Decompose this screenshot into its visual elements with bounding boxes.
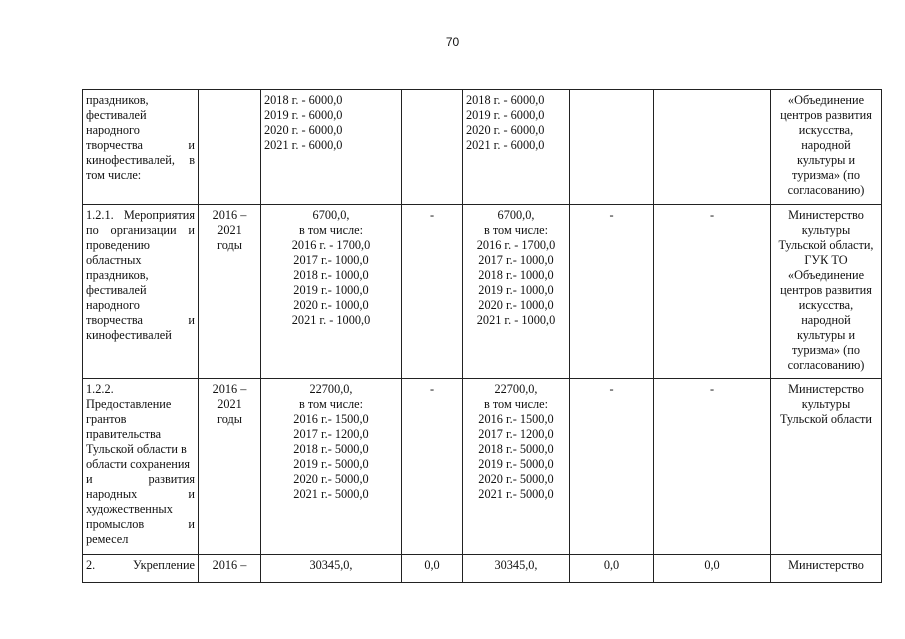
other-sources-cell: - xyxy=(654,205,771,379)
cell-line: народного xyxy=(86,123,140,137)
cell-line: 2020 г. - 6000,0 xyxy=(264,123,343,137)
cell-line: народной xyxy=(801,138,851,152)
name-line xyxy=(86,558,195,573)
name-line xyxy=(86,472,195,487)
local-budget-cell xyxy=(570,90,654,205)
measure-name-cell xyxy=(83,90,199,205)
term-cell xyxy=(199,379,261,555)
cell-line: 2021 г. - 1000,0 xyxy=(291,313,371,327)
total-funding-cell xyxy=(261,555,402,583)
cell-line: 2021 г.- 5000,0 xyxy=(293,487,369,501)
cell-line: 2018 г. - 6000,0 xyxy=(264,93,343,107)
name-word: Мероприятия xyxy=(123,208,195,222)
cell-line: 2017 г.- 1200,0 xyxy=(478,427,554,441)
cell-line: грантов xyxy=(86,412,127,426)
cell-line: 2019 г.- 1000,0 xyxy=(293,283,369,297)
federal-budget-cell: 0,0 xyxy=(402,555,463,583)
cell-line: 30345,0, xyxy=(309,558,353,572)
cell-line: 2017 г.- 1000,0 xyxy=(478,253,554,267)
cell-line: 22700,0, xyxy=(309,382,353,396)
other-sources-cell: - xyxy=(654,379,771,555)
cell-line: 2018 г.- 1000,0 xyxy=(478,268,554,282)
table-row xyxy=(83,90,882,205)
total-funding-cell xyxy=(261,379,402,555)
other-sources-cell xyxy=(654,90,771,205)
cell-line: Министерство xyxy=(788,208,864,222)
cell-line: согласованию) xyxy=(787,358,865,372)
cell-line: 2020 г.- 1000,0 xyxy=(478,298,554,312)
cell-line: 30345,0, xyxy=(494,558,538,572)
federal-budget-cell: - xyxy=(402,379,463,555)
name-line xyxy=(86,502,195,517)
local-budget-cell: - xyxy=(570,205,654,379)
cell-line: 2018 г.- 5000,0 xyxy=(478,442,554,456)
cell-line: фестивалей xyxy=(86,108,147,122)
name-word: народных xyxy=(86,487,138,501)
cell-line: праздников, xyxy=(86,268,149,282)
name-line xyxy=(86,208,195,223)
cell-line: 2021 г.- 5000,0 xyxy=(478,487,554,501)
term-cell xyxy=(199,90,261,205)
cell-line: 2018 г. - 6000,0 xyxy=(466,93,545,107)
total-funding-cell xyxy=(261,205,402,379)
name-word: и xyxy=(86,472,93,486)
name-word: творчества xyxy=(86,313,143,327)
name-word: и xyxy=(188,138,195,152)
regional-budget-cell xyxy=(463,555,570,583)
name-word: по xyxy=(86,223,99,237)
cell-line: культуры и xyxy=(796,153,856,167)
name-word: 1.2.1. xyxy=(86,208,114,222)
cell-line: 2016 – xyxy=(212,558,247,572)
total-funding-cell xyxy=(261,90,402,205)
cell-line: ГУК ТО xyxy=(804,253,848,267)
cell-line: туризма» (по xyxy=(792,168,860,182)
name-word: и xyxy=(188,223,195,237)
measure-name-cell xyxy=(83,205,199,379)
executor-cell xyxy=(771,379,882,555)
cell-line: 2021 xyxy=(217,397,242,411)
local-budget-cell: 0,0 xyxy=(570,555,654,583)
executor-cell xyxy=(771,205,882,379)
cell-line: 2019 г.- 1000,0 xyxy=(478,283,554,297)
cell-line: праздников, xyxy=(86,93,149,107)
name-word: промыслов xyxy=(86,517,145,531)
cell-line: области сохранения xyxy=(86,457,191,471)
name-word: в xyxy=(189,153,195,167)
local-budget-cell: - xyxy=(570,379,654,555)
cell-line: 2018 г.- 5000,0 xyxy=(293,442,369,456)
cell-line: в том числе: xyxy=(298,223,364,237)
cell-line: 2016 – xyxy=(212,382,247,396)
term-cell xyxy=(199,205,261,379)
cell-line: 2016 г. - 1700,0 xyxy=(476,238,556,252)
cell-line: Министерство xyxy=(788,382,864,396)
cell-line: в том числе: xyxy=(483,223,549,237)
name-line xyxy=(86,223,195,238)
regional-budget-cell xyxy=(463,379,570,555)
cell-line: фестивалей xyxy=(86,283,147,297)
cell-line: 22700,0, xyxy=(494,382,538,396)
cell-line: «Объединение xyxy=(787,93,865,107)
cell-line: Предоставление xyxy=(86,397,172,411)
cell-line: 6700,0, xyxy=(312,208,350,222)
cell-line: 2021 г. - 6000,0 xyxy=(264,138,343,152)
cell-line: 2019 г. - 6000,0 xyxy=(264,108,343,122)
cell-line: в том числе: xyxy=(483,397,549,411)
cell-line: 2021 г. - 1000,0 xyxy=(476,313,556,327)
name-line xyxy=(86,487,195,502)
cell-line: 2016 – xyxy=(212,208,247,222)
cell-line: 6700,0, xyxy=(497,208,535,222)
name-line xyxy=(86,153,195,168)
cell-line: согласованию) xyxy=(787,183,865,197)
cell-line: правительства xyxy=(86,427,162,441)
table-row xyxy=(83,205,882,379)
cell-line: кинофестивалей xyxy=(86,328,172,342)
cell-line: 2021 г. - 6000,0 xyxy=(466,138,545,152)
program-measures-table xyxy=(82,89,882,583)
name-word: и xyxy=(188,517,195,531)
federal-budget-cell xyxy=(402,90,463,205)
cell-line: в том числе: xyxy=(298,397,364,411)
name-word: организации xyxy=(110,223,177,237)
cell-line: Тульской области xyxy=(780,412,872,426)
page-number: 70 xyxy=(445,35,460,49)
cell-line: 2016 г. - 1700,0 xyxy=(291,238,371,252)
name-word: творчества xyxy=(86,138,143,152)
cell-line: культуры xyxy=(801,397,851,411)
name-word: развития xyxy=(148,472,195,486)
cell-line: 2019 г.- 5000,0 xyxy=(293,457,369,471)
cell-line: 1.2.2. xyxy=(86,382,114,396)
cell-line: годы xyxy=(216,238,243,252)
cell-line: Тульской области в xyxy=(86,442,187,456)
measure-name-cell xyxy=(83,379,199,555)
name-word: художественных xyxy=(86,502,173,516)
cell-line: центров развития xyxy=(780,108,872,122)
cell-line: народной xyxy=(801,313,851,327)
cell-line: том числе: xyxy=(86,168,142,182)
cell-line: 2016 г.- 1500,0 xyxy=(478,412,554,426)
cell-line: областных xyxy=(86,253,142,267)
cell-line: 2019 г.- 5000,0 xyxy=(478,457,554,471)
cell-line: центров развития xyxy=(780,283,872,297)
cell-line: 2017 г.- 1000,0 xyxy=(293,253,369,267)
name-word: кинофестивалей, xyxy=(86,153,175,167)
cell-line: Тульской области, xyxy=(778,238,874,252)
cell-line: культуры xyxy=(801,223,851,237)
regional-budget-cell xyxy=(463,90,570,205)
executor-cell xyxy=(771,555,882,583)
name-word: и xyxy=(188,487,195,501)
cell-line: Министерство xyxy=(788,558,864,572)
name-line xyxy=(86,313,195,328)
cell-line: 2016 г.- 1500,0 xyxy=(293,412,369,426)
cell-line: годы xyxy=(216,412,243,426)
name-word: 2. xyxy=(86,558,96,572)
table-body xyxy=(83,90,882,583)
table-row xyxy=(83,555,882,583)
name-word: и xyxy=(188,313,195,327)
cell-line: искусства, xyxy=(798,123,854,137)
cell-line: туризма» (по xyxy=(792,343,860,357)
cell-line: 2017 г.- 1200,0 xyxy=(293,427,369,441)
name-line xyxy=(86,517,195,532)
cell-line: культуры и xyxy=(796,328,856,342)
cell-line: 2020 г.- 5000,0 xyxy=(293,472,369,486)
cell-line: 2021 xyxy=(217,223,242,237)
name-line xyxy=(86,138,195,153)
term-cell xyxy=(199,555,261,583)
table-row xyxy=(83,379,882,555)
regional-budget-cell xyxy=(463,205,570,379)
cell-line: 2019 г. - 6000,0 xyxy=(466,108,545,122)
other-sources-cell: 0,0 xyxy=(654,555,771,583)
measure-name-cell xyxy=(83,555,199,583)
cell-line: проведению xyxy=(86,238,150,252)
executor-cell xyxy=(771,90,882,205)
federal-budget-cell: - xyxy=(402,205,463,379)
cell-line: «Объединение xyxy=(787,268,865,282)
cell-line: 2020 г.- 5000,0 xyxy=(478,472,554,486)
cell-line: ремесел xyxy=(86,532,129,546)
cell-line: 2020 г. - 6000,0 xyxy=(466,123,545,137)
cell-line: 2020 г.- 1000,0 xyxy=(293,298,369,312)
cell-line: искусства, xyxy=(798,298,854,312)
cell-line: народного xyxy=(86,298,140,312)
name-word: Укрепление xyxy=(132,558,195,572)
cell-line: 2018 г.- 1000,0 xyxy=(293,268,369,282)
